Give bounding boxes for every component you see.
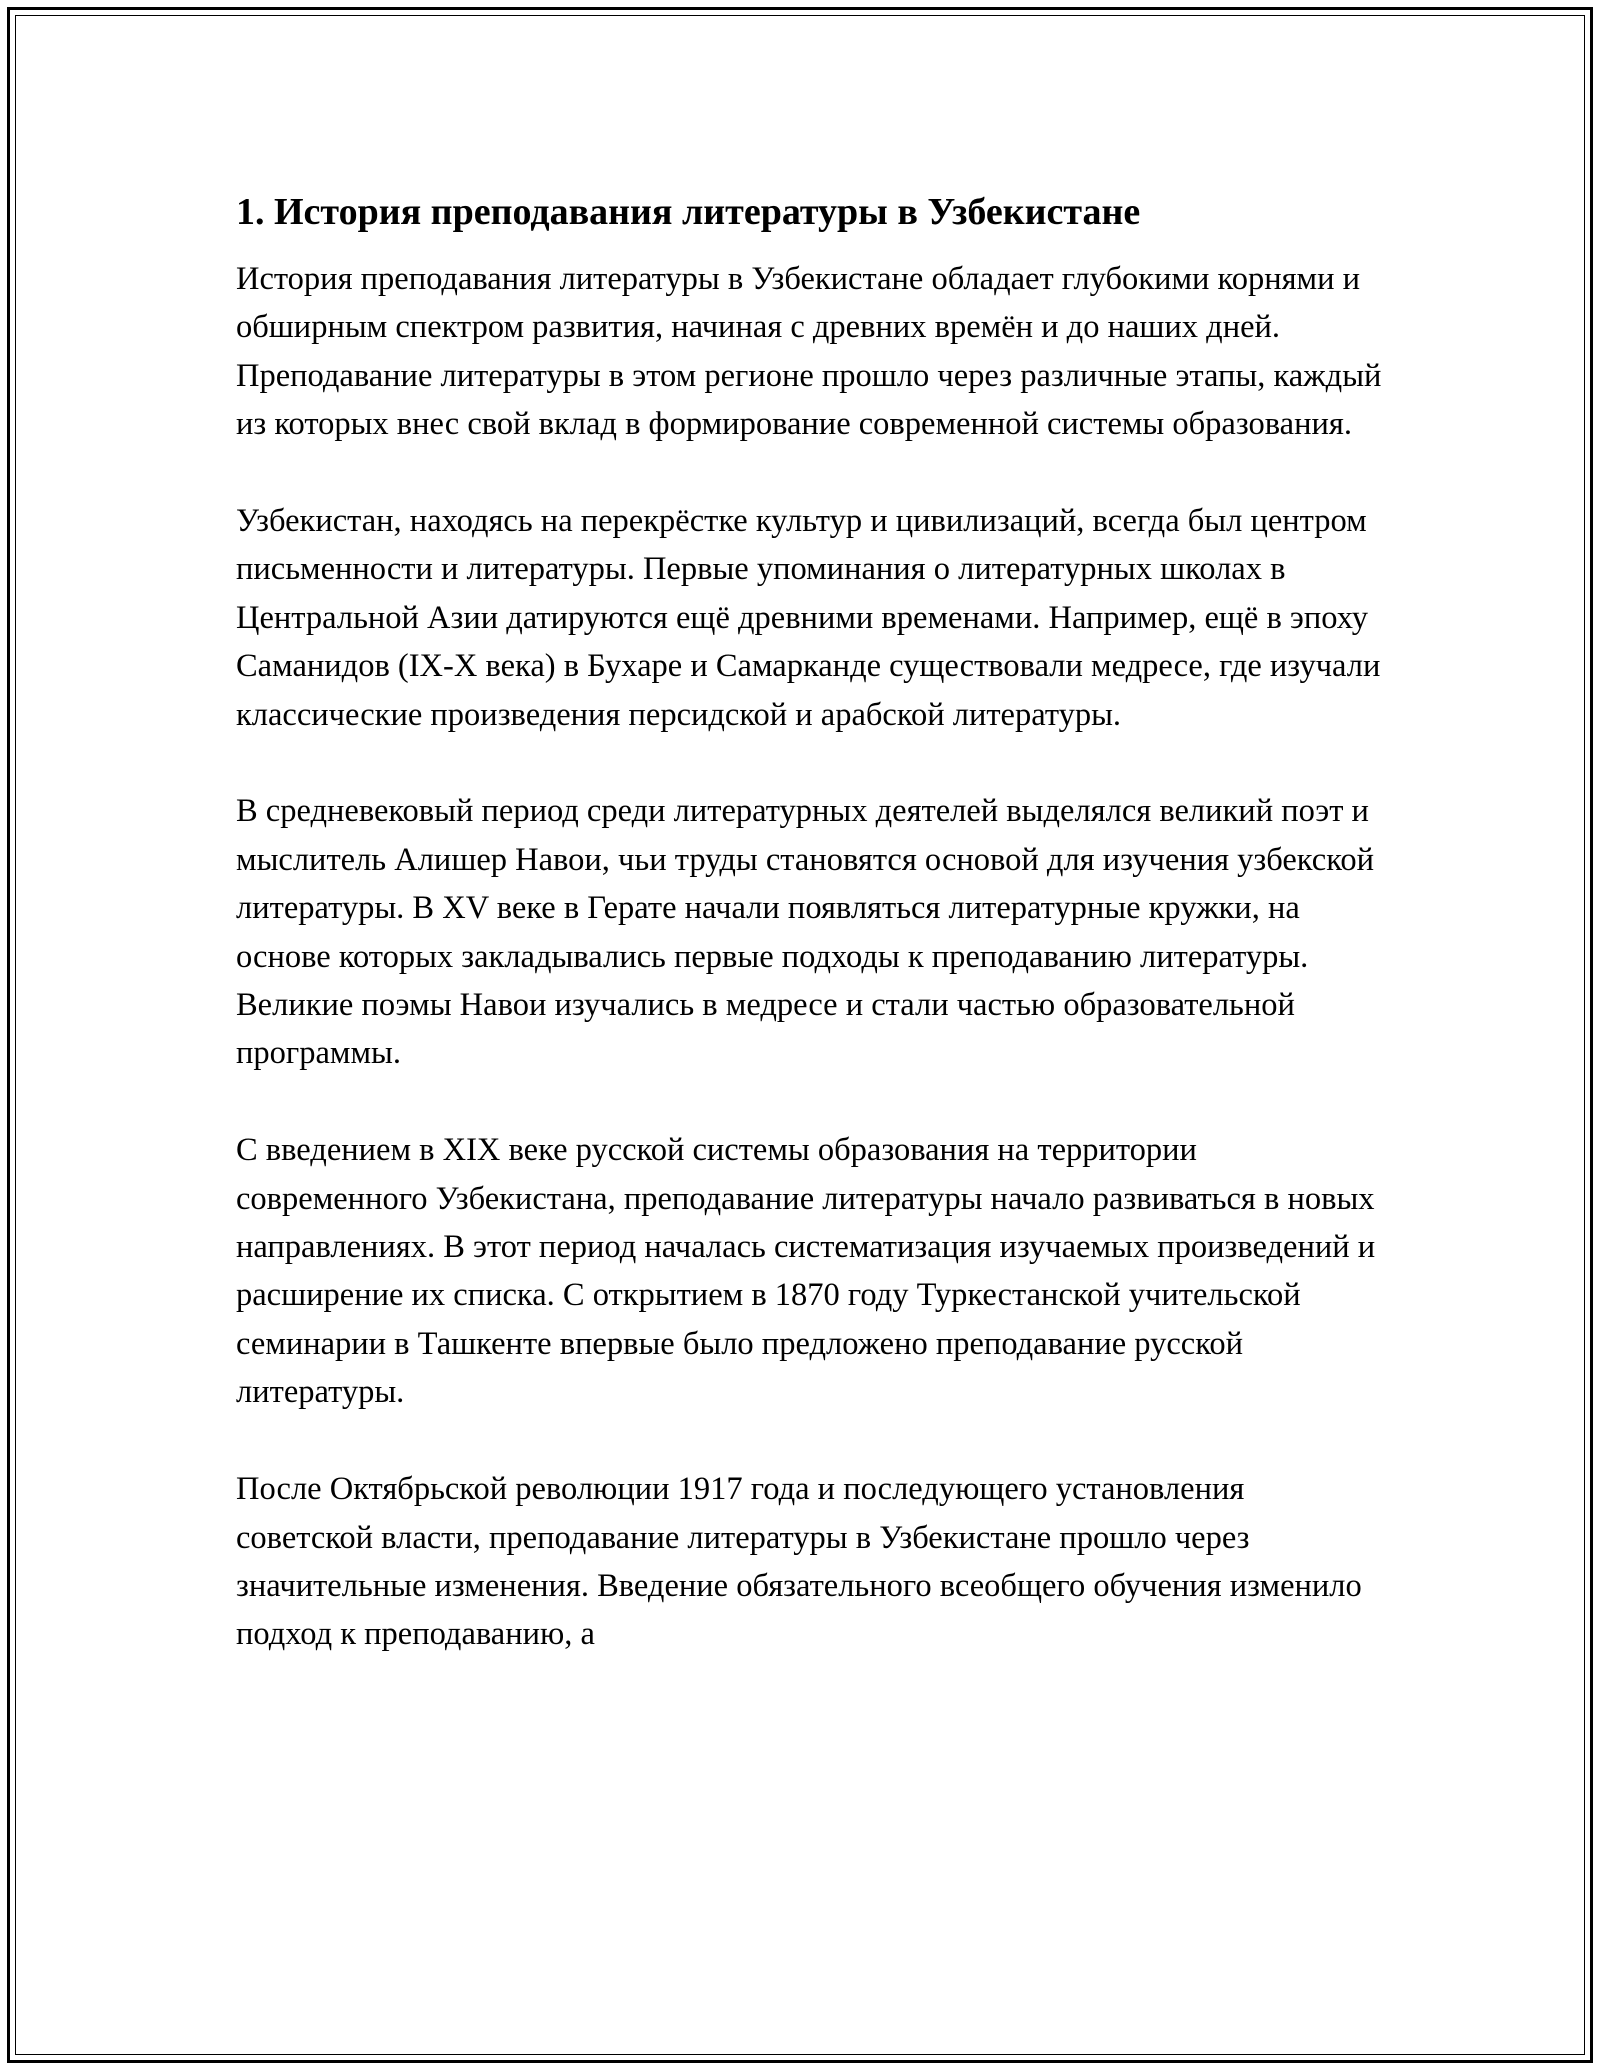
paragraph-2: Узбекистан, находясь на перекрёстке культур и цивилизаций, всегда был центром письменности и литературы. Первые упоминания о литературных школах в Центральной Азии датируются ещё древними временами. Например, ещё в эпоху Саманидов (IX-X века) в Бухаре и Самарканде существовали медресе, где изучали классические произведения персидской и арабской литературы.	[236, 503, 1381, 733]
paragraph-1: История преподавания литературы в Узбекистане обладает глубокими корнями и обширным спектром развития, начиная с древних времён и до наших дней. Преподавание литературы в этом регионе прошло через различные этапы, каждый из которых внес свой вклад в формирование современной системы образования.	[236, 261, 1382, 443]
paragraph-5: После Октябрьской революции 1917 года и последующего установления советской власти, преподавание литературы в Узбекистане прошло через значительные изменения. Введение обязательного всеобщего обучения изменило подход к преподаванию, а	[236, 1471, 1362, 1653]
paragraph-3: В средневековый период среди литературных деятелей выделялся великий поэт и мыслитель Алишер Навои, чьи труды становятся основой для изучения узбекской литературы. В XV веке в Герате начали появляться литературные кружки, на основе которых закладывались первые подходы к преподаванию литературы. Великие поэмы Навои изучались в медресе и стали частью образовательной программы.	[236, 793, 1374, 1072]
paragraph-4: С введением в XIX веке русской системы образования на территории современного Узбекистана, преподавание литературы начало развиваться в новых направлениях. В этот период началась систематизация изучаемых произведений и расширение их списка. С открытием в 1870 году Туркестанской учительской семинарии в Ташкенте впервые было предложено преподавание русской литературы.	[236, 1132, 1376, 1411]
document-body	[236, 188, 1386, 1659]
section-heading: 1. История преподавания литературы в Узбекистане	[236, 191, 1141, 233]
